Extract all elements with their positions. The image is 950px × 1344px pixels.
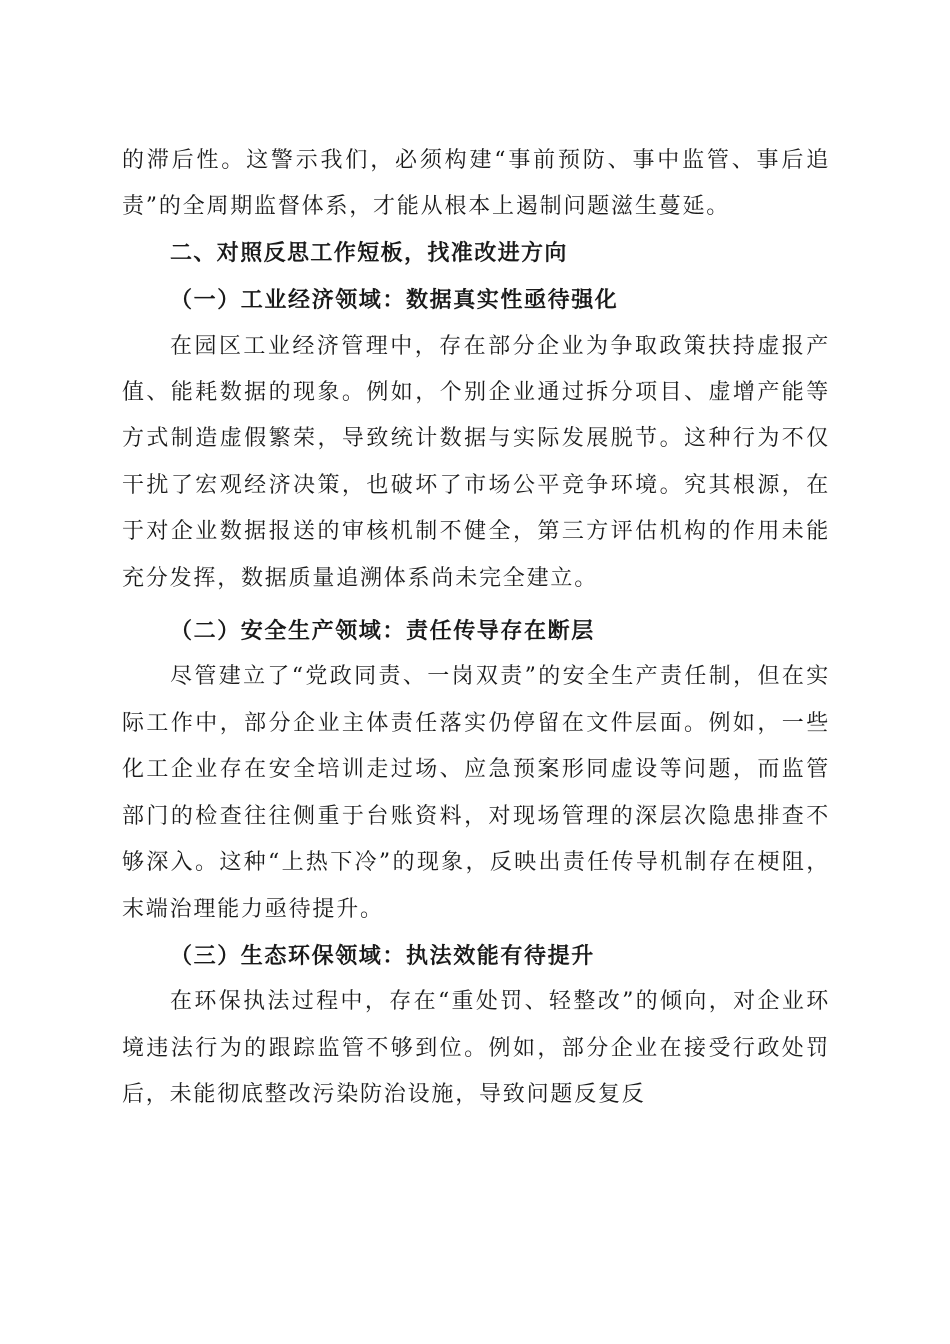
subsection-heading-industry: （一）工业经济领域：数据真实性亟待强化 xyxy=(170,287,619,314)
intro-paragraph: 的滞后性。这警示我们，必须构建“事前预防、事中监管、事后追责”的全周期监督体系，才能从根本上遏制问题滋生蔓延。 xyxy=(122,148,830,220)
document-page xyxy=(122,138,830,1119)
subsection-body-safety: 尽管建立了“党政同责、一岗双责”的安全生产责任制，但在实际工作中，部分企业主体责任落实仍停留在文件层面。例如，一些化工企业存在安全培训走过场、应急预案形同虚设等问题，而监管部门的检查往往侧重于台账资料，对现场管理的深层次隐患排查不够深入。这种“上热下冷”的现象，反映出责任传导机制存在梗阻，末端治理能力亟待提升。 xyxy=(122,664,830,922)
section-heading: 二、对照反思工作短板，找准改进方向 xyxy=(170,240,568,266)
subsection-heading-safety: （二）安全生产领域：责任传导存在断层 xyxy=(170,618,595,645)
subsection-heading-environment: （三）生态环保领域：执法效能有待提升 xyxy=(170,942,595,969)
subsection-body-environment: 在环保执法过程中，存在“重处罚、轻整改”的倾向，对企业环境违法行为的跟踪监管不够到位。例如，部分企业在接受行政处罚后，未能彻底整改污染防治设施，导致问题反复反 xyxy=(122,989,830,1108)
subsection-body-industry: 在园区工业经济管理中，存在部分企业为争取政策扶持虚报产值、能耗数据的现象。例如，个别企业通过拆分项目、虚增产能等方式制造虚假繁荣，导致统计数据与实际发展脱节。这种行为不仅干扰了宏观经济决策，也破坏了市场公平竞争环境。究其根源，在于对企业数据报送的审核机制不健全，第三方评估机构的作用未能充分发挥，数据质量追溯体系尚未完全建立。 xyxy=(122,333,830,591)
